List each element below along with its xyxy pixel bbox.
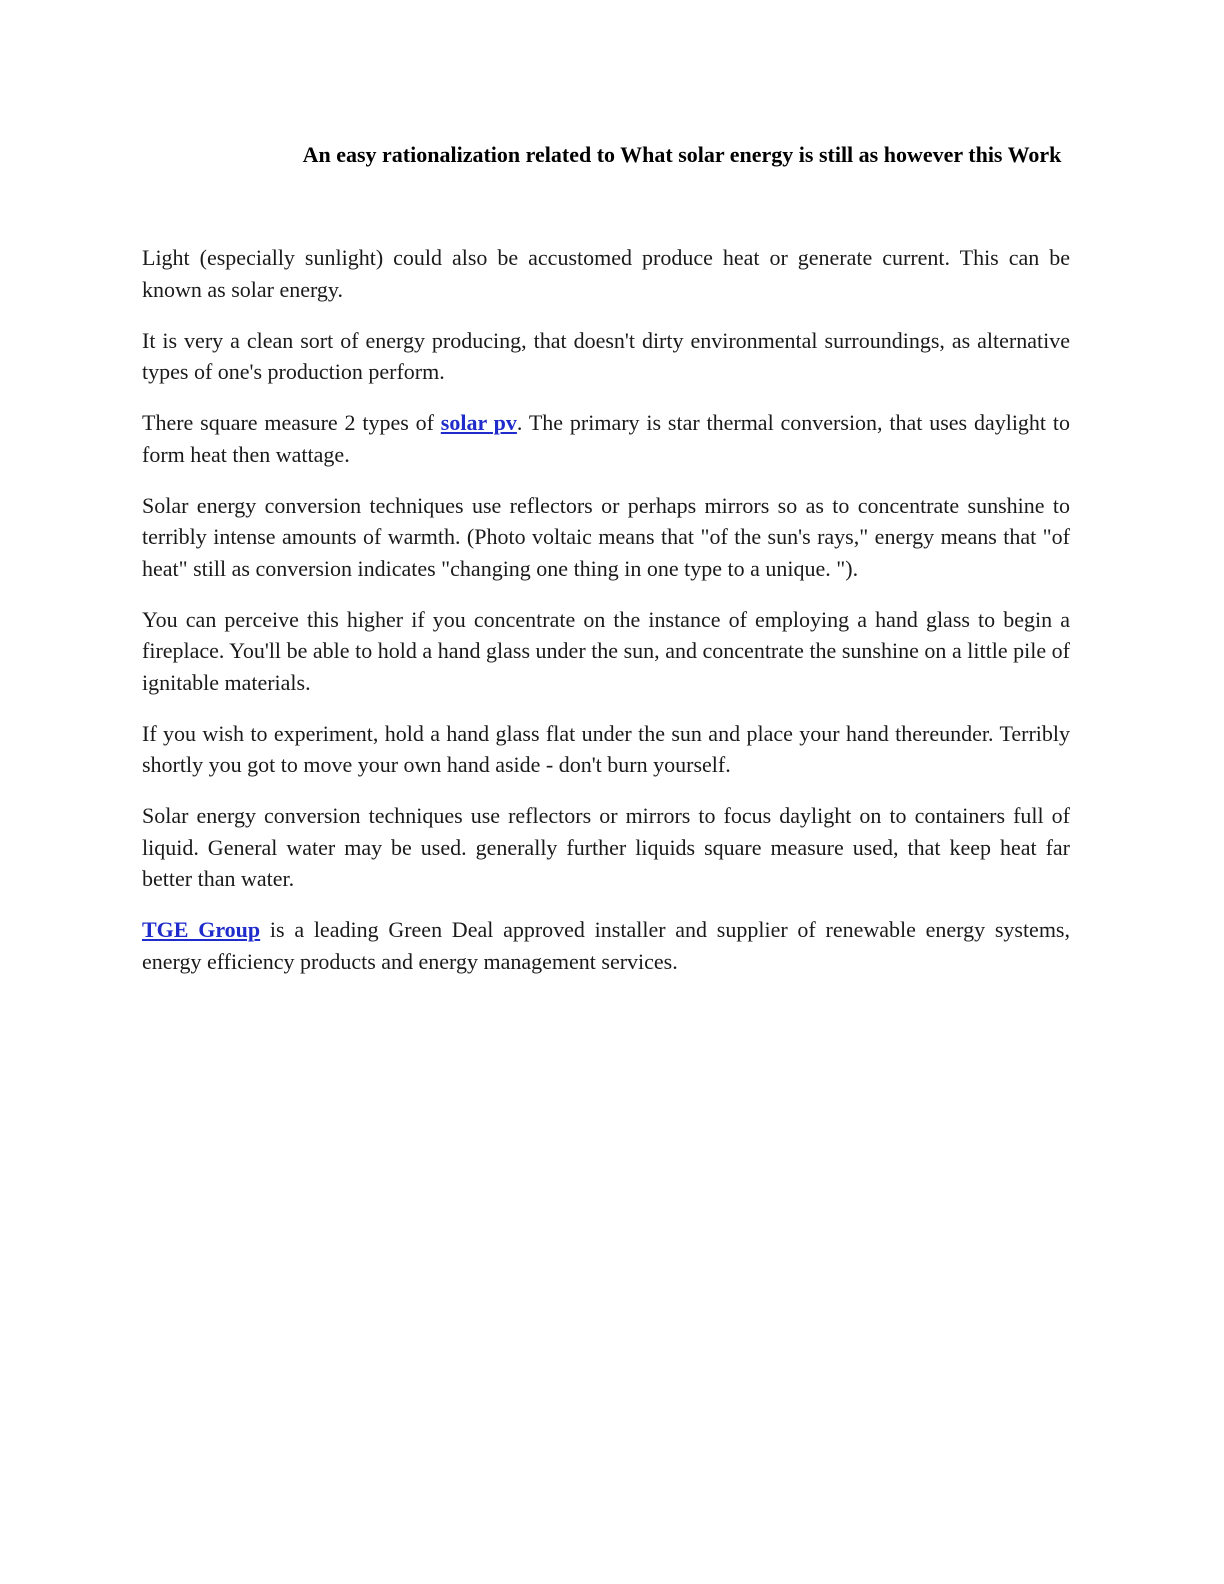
paragraph-8 bbox=[142, 914, 1070, 977]
solar-pv-link[interactable]: solar pv bbox=[440, 410, 517, 435]
tge-group-link[interactable]: TGE Group bbox=[142, 917, 261, 942]
paragraph-3-text-before: There square measure 2 types of bbox=[142, 410, 441, 435]
paragraph-5-text: You can perceive this higher if you concentrate on the instance of employing a hand glass to begin a fireplace. You'll be able to hold a hand glass under the sun, and concentrate the sunshine on a little pile of ignitable materials. bbox=[142, 606, 1070, 695]
paragraph-8-text-after: is a leading Green Deal approved installer and supplier of renewable energy systems, energy efficiency products and energy management services. bbox=[142, 917, 1070, 974]
paragraph-2 bbox=[142, 325, 1070, 388]
paragraph-5 bbox=[142, 604, 1070, 699]
paragraph-3-text-after: . The primary is star thermal conversion, that uses daylight to form heat then wattage. bbox=[142, 410, 1070, 467]
paragraph-1 bbox=[142, 242, 1070, 305]
paragraph-4 bbox=[142, 490, 1070, 585]
paragraph-4-text: Solar energy conversion techniques use reflectors or perhaps mirrors so as to concentrate sunshine to terribly intense amounts of warmth. (Photo voltaic means that "of the sun's rays," energy means that "of heat" still as conversion indicates "changing one thing in one type to a unique. "). bbox=[142, 492, 1070, 581]
document-body bbox=[142, 242, 1070, 997]
paragraph-1-text: Light (especially sunlight) could also be accustomed produce heat or generate current. This can be known as solar energy. bbox=[142, 245, 1070, 302]
paragraph-7 bbox=[142, 800, 1070, 895]
paragraph-3 bbox=[142, 407, 1070, 470]
paragraph-2-text: It is very a clean sort of energy producing, that doesn't dirty environmental surroundings, as alternative types of one's production perform. bbox=[142, 327, 1070, 384]
document-title: An easy rationalization related to What solar energy is still as however this Work bbox=[302, 142, 1062, 167]
paragraph-7-text: Solar energy conversion techniques use reflectors or mirrors to focus daylight on to containers full of liquid. General water may be used. generally further liquids square measure used, that keep heat far better than water. bbox=[142, 803, 1070, 891]
paragraph-6 bbox=[142, 718, 1070, 781]
paragraph-6-text: If you wish to experiment, hold a hand glass flat under the sun and place your hand thereunder. Terribly shortly you got to move your own hand aside - don't burn yourself. bbox=[142, 720, 1070, 777]
